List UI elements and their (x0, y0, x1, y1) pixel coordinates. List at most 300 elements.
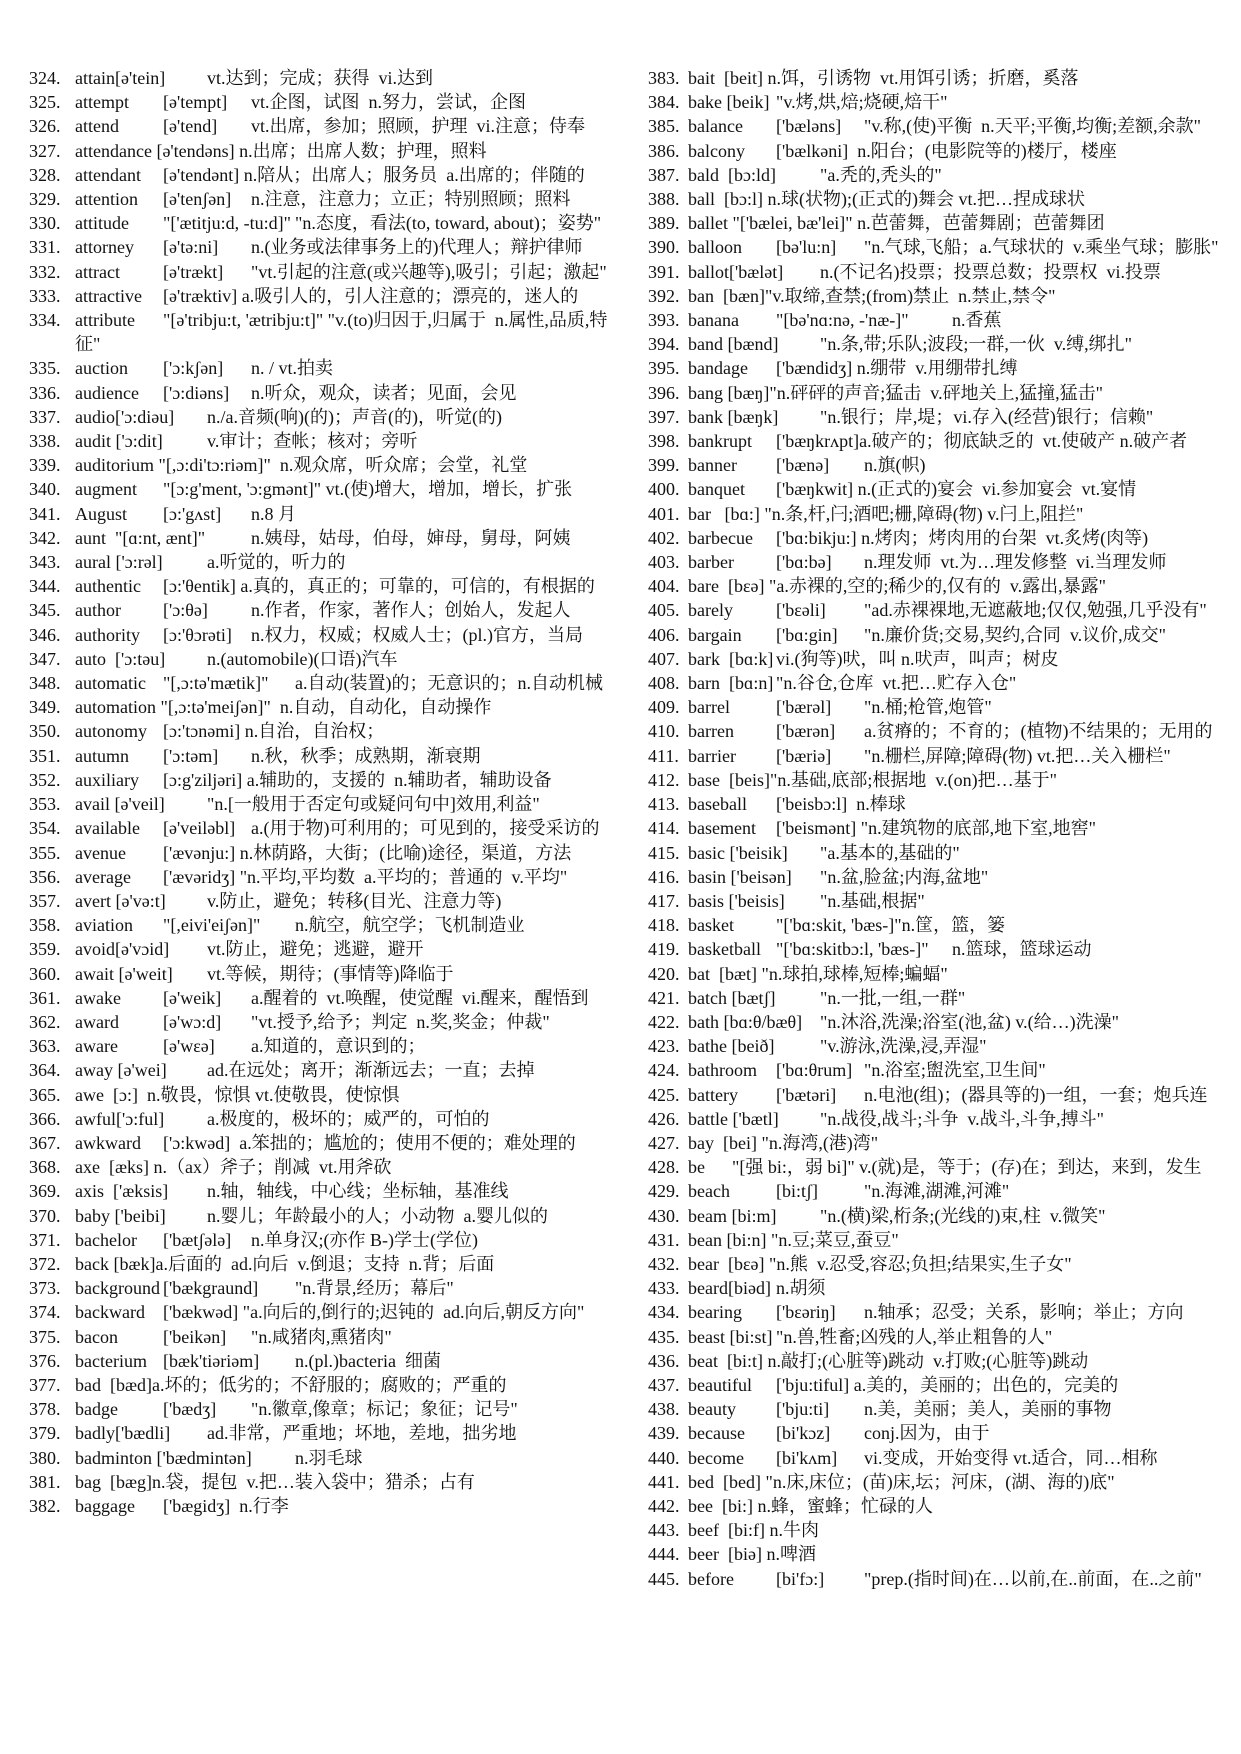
entry-number: 403. (648, 552, 680, 573)
vocab-entry (618, 574, 1241, 598)
entry-text: attribute "[ə'tribju:t, 'ætribju:t]" "v.(to)归因于,归属于 n.属性,品质,特征" (75, 310, 608, 355)
vocab-entry (618, 1567, 1241, 1591)
vocab-entry (618, 1542, 1241, 1566)
entry-number: 335. (29, 358, 61, 379)
entry-text: attend [ə'tend] vt.出席，参加；照顾，护理 vi.注意；侍奉 (75, 116, 586, 137)
vocab-entry (618, 744, 1241, 768)
vocab-entry (618, 768, 1241, 792)
vocab-entry (618, 477, 1241, 501)
entry-text: bang [bæŋ]"n.砰砰的声音;猛击 v.砰地关上,猛撞,猛击" (688, 382, 1103, 403)
entry-text: auditorium "[,ɔ:di'tɔ:riəm]" n.观众席，听众席；会堂，礼堂 (75, 455, 528, 476)
vocab-entry (0, 671, 620, 695)
vocab-entry (0, 90, 620, 114)
vocab-entry (0, 1276, 620, 1300)
entry-number: 388. (648, 189, 680, 210)
vocab-entry (618, 1107, 1241, 1131)
vocab-entry (618, 1010, 1241, 1034)
vocab-entry (0, 526, 620, 550)
entry-number: 421. (648, 987, 680, 1008)
entry-text: basketball "['bɑ:skitbɔ:l, 'bæs-]" n.篮球，篮球运动 (688, 939, 1092, 960)
vocab-entry (0, 744, 620, 768)
vocab-entry (0, 502, 620, 526)
entry-number: 389. (648, 213, 680, 234)
vocab-entry (618, 526, 1241, 550)
vocab-entry (0, 816, 620, 840)
entry-text: barn [bɑ:n] "n.谷仓,仓库 vt.把…贮存入仓" (688, 673, 1017, 694)
vocab-entry (0, 1421, 620, 1445)
vocab-entry (0, 695, 620, 719)
entry-number: 336. (29, 382, 61, 403)
entry-text: bear [bεə] "n.熊 v.忍受,容忍;负担;结果实,生子女" (688, 1253, 1072, 1274)
entry-text: autumn ['ɔ:təm] n.秋，秋季；成熟期，渐衰期 (75, 745, 481, 766)
entry-text: banquet ['bæŋkwit] n.(正式的)宴会 vi.参加宴会 vt.宴情 (688, 479, 1137, 500)
vocab-entry (0, 1010, 620, 1034)
entry-text: balloon [bə'lu:n] "n.气球,飞船；a.气球状的 v.乘坐气球；膨胀" (688, 237, 1219, 258)
vocab-entry (618, 502, 1241, 526)
vocab-entry (618, 695, 1241, 719)
entry-number: 424. (648, 1060, 680, 1081)
entry-text: attendant [ə'tendənt] n.陪从；出席人；服务员 a.出席的；伴随的 (75, 164, 585, 185)
entry-text: batch [bætʃ] "n.一批,一组,一群" (688, 987, 966, 1008)
entry-text: attract [ə'trækt] "vt.引起的注意(或兴趣等),吸引；引起；激起" (75, 261, 607, 282)
entry-number: 371. (29, 1229, 61, 1250)
entry-number: 366. (29, 1108, 61, 1129)
entry-number: 359. (29, 939, 61, 960)
entry-text: avail [ə'veil] "n.[一般用于否定句或疑问句中]效用,利益" (75, 794, 540, 815)
vocab-entry (618, 381, 1241, 405)
entry-text: awake [ə'weik] a.醒着的 vt.唤醒，使觉醒 vi.醒来，醒悟到 (75, 987, 589, 1008)
vocab-entry (0, 429, 620, 453)
entry-number: 364. (29, 1060, 61, 1081)
vocab-entry (618, 1155, 1241, 1179)
entry-number: 418. (648, 915, 680, 936)
entry-text: bat [bæt] "n.球拍,球棒,短棒;蝙蝠" (688, 963, 948, 984)
entry-text: banner ['bænə] n.旗(帜) (688, 455, 926, 476)
entry-text: awe [ɔ:] n.敬畏，惊惧 vt.使敬畏，使惊惧 (75, 1084, 400, 1105)
entry-number: 431. (648, 1229, 680, 1250)
entry-text: available [ə'veiləbl] a.(用于物)可利用的；可见到的，接受采访的 (75, 818, 600, 839)
entry-text: become [bi'kʌm] vi.变成，开始变得 vt.适合，同…相称 (688, 1447, 1158, 1468)
entry-text: ballot['bælət] n.(不记名)投票；投票总数；投票权 vi.投票 (688, 261, 1161, 282)
entry-number: 417. (648, 890, 680, 911)
vocab-entry (0, 937, 620, 961)
entry-number: 368. (29, 1157, 61, 1178)
entry-text: bag [bæg]n.袋，提包 v.把…装入袋中；猎杀；占有 (75, 1471, 475, 1492)
entry-text: autonomy [ɔ:'tɔnəmi] n.自治，自治权； (75, 721, 385, 742)
entry-number: 410. (648, 721, 680, 742)
entry-text: attractive [ə'træktiv] a.吸引人的，引人注意的；漂亮的，迷人的 (75, 285, 579, 306)
entry-number: 356. (29, 866, 61, 887)
entry-text: basket "['bɑ:skit, 'bæs-]"n.筐，篮，篓 (688, 915, 1006, 936)
vocab-entry (0, 163, 620, 187)
entry-text: beam [bi:m] "n.(横)梁,桁条;(光线的)束,柱 v.微笑" (688, 1205, 1106, 1226)
entry-text: basic ['beisik] "a.基本的,基础的" (688, 842, 960, 863)
entry-number: 433. (648, 1278, 680, 1299)
entry-text: bearing ['bεəriŋ] n.轴承；忍受；关系，影响；举止；方向 (688, 1302, 1184, 1323)
entry-number: 337. (29, 406, 61, 427)
vocab-entry (0, 405, 620, 429)
vocab-entry (618, 235, 1241, 259)
vocab-entry (0, 962, 620, 986)
entry-text: August [ɔ:'gʌst] n.8 月 (75, 503, 296, 524)
entry-text: bee [bi:] n.蜂，蜜蜂；忙碌的人 (688, 1495, 933, 1516)
vocab-entry (618, 937, 1241, 961)
vocab-entry (0, 260, 620, 284)
entry-number: 386. (648, 140, 680, 161)
entry-number: 422. (648, 1011, 680, 1032)
entry-number: 375. (29, 1326, 61, 1347)
vocab-entry (618, 1421, 1241, 1445)
entry-text: auxiliary [ɔ:g'ziljəri] a.辅助的，支援的 n.辅助者，辅助设备 (75, 769, 552, 790)
entry-text: bad [bæd]a.坏的；低劣的；不舒服的；腐败的；严重的 (75, 1374, 507, 1395)
vocab-entry (0, 1446, 620, 1470)
entry-text: ball [bɔ:l] n.球(状物);(正式的)舞会 vt.把…捏成球状 (688, 189, 1085, 210)
entry-number: 405. (648, 600, 680, 621)
entry-number: 438. (648, 1399, 680, 1420)
entry-text: beer [biə] n.啤酒 (688, 1544, 816, 1565)
entry-text: band [bænd] "n.条,带;乐队;波段;一群,一伙 v.缚,绑扎" (688, 334, 1133, 355)
vocab-entry (618, 792, 1241, 816)
vocab-entry (618, 1373, 1241, 1397)
entry-number: 445. (648, 1568, 680, 1589)
entry-number: 444. (648, 1544, 680, 1565)
entry-number: 415. (648, 842, 680, 863)
vocab-entry (618, 66, 1241, 90)
vocab-entry (618, 1349, 1241, 1373)
entry-text: auction ['ɔ:kʃən] n. / vt.拍卖 (75, 358, 334, 379)
vocab-entry (618, 1204, 1241, 1228)
vocab-entry (0, 1325, 620, 1349)
entry-number: 429. (648, 1181, 680, 1202)
vocab-entry (618, 1083, 1241, 1107)
vocab-entry (0, 623, 620, 647)
entry-number: 367. (29, 1132, 61, 1153)
entry-number: 436. (648, 1350, 680, 1371)
entry-number: 387. (648, 164, 680, 185)
vocab-entry (618, 1325, 1241, 1349)
entry-number: 361. (29, 987, 61, 1008)
entry-number: 428. (648, 1157, 680, 1178)
vocab-entry (0, 768, 620, 792)
vocab-entry (0, 1494, 620, 1518)
entry-number: 426. (648, 1108, 680, 1129)
entry-number: 345. (29, 600, 61, 621)
vocab-entry (618, 623, 1241, 647)
vocab-entry (618, 308, 1241, 332)
entry-text: bathe [beið] "v.游泳,洗澡,浸,弄湿" (688, 1036, 987, 1057)
entry-number: 414. (648, 818, 680, 839)
entry-text: beast [bi:st] "n.兽,牲畜;凶残的人,举止粗鲁的人" (688, 1326, 1053, 1347)
vocab-entry (618, 90, 1241, 114)
entry-number: 357. (29, 890, 61, 911)
entry-text: attitude "['ætitju:d, -tu:d]" "n.态度，看法(to, toward, about)；姿势" (75, 213, 602, 234)
entry-text: ballet "['bælei, bæ'lei]" n.芭蕾舞，芭蕾舞剧；芭蕾舞团 (688, 213, 1105, 234)
vocab-entry (0, 66, 620, 90)
vocabulary-column-right (618, 66, 1241, 1591)
entry-text: baby ['beibi] n.婴儿；年龄最小的人；小动物 a.婴儿似的 (75, 1205, 548, 1226)
entry-number: 374. (29, 1302, 61, 1323)
vocab-entry (618, 1397, 1241, 1421)
entry-number: 391. (648, 261, 680, 282)
vocab-entry (618, 356, 1241, 380)
entry-number: 343. (29, 552, 61, 573)
entry-text: balcony ['bælkəni] n.阳台；(电影院等的)楼厅，楼座 (688, 140, 1117, 161)
entry-text: aware [ə'wεə] a.知道的，意识到的； (75, 1036, 426, 1057)
vocab-entry (618, 114, 1241, 138)
entry-text: bald [bɔ:ld] "a.秃的,秃头的" (688, 164, 942, 185)
entry-text: bathroom ['bɑ:θrum] "n.浴室;盥洗室,卫生间" (688, 1060, 1046, 1081)
vocab-entry (618, 139, 1241, 163)
vocab-entry (618, 1058, 1241, 1082)
vocab-entry (618, 986, 1241, 1010)
entry-number: 390. (648, 237, 680, 258)
entry-text: attendance [ə'tendəns] n.出席；出席人数；护理，照料 (75, 140, 487, 161)
vocab-entry (0, 211, 620, 235)
vocab-entry (618, 1276, 1241, 1300)
vocab-entry (618, 550, 1241, 574)
entry-number: 379. (29, 1423, 61, 1444)
vocab-entry (618, 1252, 1241, 1276)
entry-number: 347. (29, 648, 61, 669)
entry-text: bargain ['bɑ:gin] "n.廉价货;交易,契约,合同 v.议价,成交" (688, 624, 1167, 645)
vocab-entry (618, 841, 1241, 865)
entry-text: balance ['bæləns] "v.称,(使)平衡 n.天平;平衡,均衡;差额,余款" (688, 116, 1202, 137)
entry-text: away [ə'wei] ad.在远处；离开；渐渐远去；一直；去掉 (75, 1060, 535, 1081)
entry-text: beat [bi:t] n.敲打;(心脏等)跳动 v.打败;(心脏等)跳动 (688, 1350, 1089, 1371)
entry-text: background ['bækgraund] "n.背景,经历；幕后" (75, 1278, 454, 1299)
entry-number: 393. (648, 310, 680, 331)
entry-number: 420. (648, 963, 680, 984)
vocab-entry (0, 1034, 620, 1058)
vocab-entry (618, 816, 1241, 840)
vocab-entry (0, 356, 620, 380)
entry-number: 326. (29, 116, 61, 137)
entry-text: badge ['bædʒ] "n.徽章,像章；标记；象征；记号" (75, 1399, 518, 1420)
entry-text: aviation "[,eivi'eiʃən]" n.航空，航空学；飞机制造业 (75, 915, 525, 936)
entry-number: 362. (29, 1011, 61, 1032)
vocab-entry (0, 986, 620, 1010)
entry-text: bait [beit] n.饵，引诱物 vt.用饵引诱；折磨，奚落 (688, 68, 1079, 88)
entry-number: 430. (648, 1205, 680, 1226)
entry-text: avert [ə'və:t] v.防止，避免；转移(目光、注意力等) (75, 890, 502, 911)
entry-number: 370. (29, 1205, 61, 1226)
entry-text: basin ['beisən] "n.盆,脸盆;内海,盆地" (688, 866, 989, 887)
entry-number: 338. (29, 431, 61, 452)
entry-text: baseball ['beisbɔ:l] n.棒球 (688, 794, 906, 815)
vocab-entry (0, 719, 620, 743)
entry-number: 406. (648, 624, 680, 645)
vocab-entry (0, 284, 620, 308)
vocab-entry (0, 1373, 620, 1397)
vocab-entry (618, 332, 1241, 356)
entry-number: 332. (29, 261, 61, 282)
vocab-entry (0, 598, 620, 622)
entry-number: 397. (648, 406, 680, 427)
entry-text: bay [bei] "n.海湾,(港)湾" (688, 1132, 879, 1153)
entry-number: 439. (648, 1423, 680, 1444)
vocab-entry (618, 1494, 1241, 1518)
entry-number: 349. (29, 697, 61, 718)
entry-text: aural ['ɔ:rəl] a.听觉的，听力的 (75, 552, 346, 573)
entry-text: avoid[ə'vɔid] vt.防止，避免；逃避，避开 (75, 939, 424, 960)
entry-number: 425. (648, 1084, 680, 1105)
entry-number: 384. (648, 92, 680, 113)
entry-text: barren ['bærən] a.贫瘠的；不育的；(植物)不结果的；无用的 (688, 721, 1213, 742)
entry-text: before [bi'fɔ:] "prep.(指时间)在…以前,在..前面，在..之前" (688, 1568, 1202, 1589)
vocab-entry (618, 260, 1241, 284)
entry-number: 372. (29, 1253, 61, 1274)
entry-number: 401. (648, 503, 680, 524)
entry-number: 396. (648, 382, 680, 403)
entry-text: barrel ['bærəl] "n.桶;枪管,炮管" (688, 697, 992, 718)
vocab-entry (0, 235, 620, 259)
vocab-entry (0, 381, 620, 405)
entry-number: 373. (29, 1278, 61, 1299)
entry-text: bachelor ['bætʃələ] n.单身汉;(亦作 B-)学士(学位) (75, 1229, 478, 1250)
vocab-entry (618, 163, 1241, 187)
entry-text: beard[biəd] n.胡须 (688, 1278, 826, 1299)
entry-number: 383. (648, 68, 680, 88)
entry-number: 441. (648, 1471, 680, 1492)
entry-number: 443. (648, 1520, 680, 1541)
entry-text: baggage ['bægidʒ] n.行李 (75, 1495, 289, 1516)
entry-text: average ['ævəridʒ] "n.平均,平均数 a.平均的；普通的 v.平均" (75, 866, 568, 887)
entry-number: 440. (648, 1447, 680, 1468)
entry-number: 413. (648, 794, 680, 815)
entry-text: bare [bεə] "a.赤裸的,空的;稀少的,仅有的 v.露出,暴露" (688, 576, 1107, 597)
entry-text: badminton ['bædmintən] n.羽毛球 (75, 1447, 363, 1468)
entry-text: axe [æks] n.（ax）斧子；削减 vt.用斧砍 (75, 1157, 392, 1178)
vocab-entry (0, 792, 620, 816)
vocab-entry (618, 211, 1241, 235)
entry-text: beautiful ['bju:tiful] a.美的，美丽的；出色的，完美的 (688, 1374, 1119, 1395)
entry-text: bank [bæŋk] "n.银行；岸,堤；vi.存入(经营)银行；信赖" (688, 406, 1154, 427)
vocab-entry (0, 1252, 620, 1276)
entry-number: 360. (29, 963, 61, 984)
entry-number: 419. (648, 939, 680, 960)
entry-text: beef [bi:f] n.牛肉 (688, 1520, 819, 1541)
vocab-entry (0, 1131, 620, 1155)
vocab-entry (0, 1349, 620, 1373)
entry-number: 355. (29, 842, 61, 863)
vocab-entry (0, 550, 620, 574)
entry-text: attention [ə'tenʃən] n.注意，注意力；立正；特别照顾；照料 (75, 189, 571, 210)
vocab-entry (0, 139, 620, 163)
entry-number: 377. (29, 1374, 61, 1395)
entry-number: 340. (29, 479, 61, 500)
entry-text: awkward ['ɔ:kwəd] a.笨拙的；尴尬的；使用不便的；难处理的 (75, 1132, 576, 1153)
entry-number: 427. (648, 1132, 680, 1153)
entry-text: attorney [ə'tə:ni] n.(业务或法律事务上的)代理人；辩护律师 (75, 237, 583, 258)
entry-number: 344. (29, 576, 61, 597)
entry-number: 363. (29, 1036, 61, 1057)
entry-number: 324. (29, 68, 61, 88)
entry-number: 333. (29, 285, 61, 306)
vocab-entry (618, 1034, 1241, 1058)
vocab-entry (0, 477, 620, 501)
entry-number: 437. (648, 1374, 680, 1395)
vocab-entry (0, 1107, 620, 1131)
vocab-entry (618, 284, 1241, 308)
entry-text: authority [ɔ:'θɔrəti] n.权力，权威；权威人士；(pl.)官方，当局 (75, 624, 583, 645)
entry-number: 411. (648, 745, 679, 766)
entry-text: aunt "[ɑ:nt, ænt]" n.姨母，姑母，伯母，婶母，舅母，阿姨 (75, 527, 571, 548)
entry-text: beach [bi:tʃ] "n.海滩,湖滩,河滩" (688, 1181, 1010, 1202)
entry-text: await [ə'weit] vt.等候，期待；(事情等)降临于 (75, 963, 454, 984)
entry-number: 346. (29, 624, 61, 645)
entry-number: 342. (29, 527, 61, 548)
vocab-entry (618, 598, 1241, 622)
vocab-entry (0, 1155, 620, 1179)
entry-number: 381. (29, 1471, 61, 1492)
vocab-entry (618, 962, 1241, 986)
entry-number: 435. (648, 1326, 680, 1347)
entry-number: 352. (29, 769, 61, 790)
entry-text: bake [beik] "v.烤,烘,焙;烧硬,焙干" (688, 92, 948, 113)
vocab-entry (618, 1518, 1241, 1542)
entry-number: 341. (29, 503, 61, 524)
vocab-entry (618, 429, 1241, 453)
entry-text: barbecue ['bɑ:bikju:] n.烤肉；烤肉用的台架 vt.炙烤(肉等) (688, 527, 1149, 548)
entry-text: bean [bi:n] "n.豆;菜豆,蚕豆" (688, 1229, 899, 1250)
entry-number: 423. (648, 1036, 680, 1057)
entry-text: attempt [ə'tempt] vt.企图，试图 n.努力，尝试，企图 (75, 92, 526, 113)
entry-text: bar [bɑ:] "n.条,杆,闩;酒吧;栅,障碍(物) v.闩上,阻拦" (688, 503, 1084, 524)
entry-text: award [ə'wɔ:d] "vt.授予,给予；判定 n.奖,奖金；仲裁" (75, 1011, 550, 1032)
entry-number: 358. (29, 915, 61, 936)
vocab-entry (0, 889, 620, 913)
entry-text: automatic "[,ɔ:tə'mætik]" a.自动(装置)的；无意识的；n.自动机械 (75, 673, 603, 694)
entry-number: 398. (648, 431, 680, 452)
entry-text: barrier ['bæriə] "n.栅栏,屏障;障碍(物) vt.把…关入栅栏" (688, 745, 1171, 766)
entry-text: awful['ɔ:ful] a.极度的，极坏的；威严的，可怕的 (75, 1108, 490, 1129)
entry-number: 399. (648, 455, 680, 476)
entry-number: 412. (648, 769, 680, 790)
entry-number: 378. (29, 1399, 61, 1420)
entry-number: 327. (29, 140, 61, 161)
entry-text: axis ['æksis] n.轴，轴线，中心线；坐标轴，基准线 (75, 1181, 509, 1202)
vocab-entry (0, 1397, 620, 1421)
vocab-entry (618, 405, 1241, 429)
entry-text: battle ['bætl] "n.战役,战斗;斗争 v.战斗,斗争,搏斗" (688, 1108, 1105, 1129)
entry-number: 353. (29, 794, 61, 815)
entry-number: 369. (29, 1181, 61, 1202)
entry-text: bacterium [bæk'tiəriəm] n.(pl.)bacteria 细菌 (75, 1350, 441, 1371)
vocab-entry (0, 1058, 620, 1082)
vocab-entry (0, 1204, 620, 1228)
entry-number: 404. (648, 576, 680, 597)
entry-number: 339. (29, 455, 61, 476)
entry-number: 432. (648, 1253, 680, 1274)
entry-number: 416. (648, 866, 680, 887)
vocab-entry (0, 841, 620, 865)
vocab-entry (0, 1470, 620, 1494)
entry-text: bath [bɑ:θ/bæθ] "n.沐浴,洗澡;浴室(池,盆) v.(给…)洗澡" (688, 1011, 1120, 1032)
entry-number: 329. (29, 189, 61, 210)
vocab-entry (0, 865, 620, 889)
entry-number: 376. (29, 1350, 61, 1371)
entry-number: 385. (648, 116, 680, 137)
entry-text: bacon ['beikən] "n.咸猪肉,熏猪肉" (75, 1326, 392, 1347)
entry-text: bark [bɑ:k] vi.(狗等)吠，叫 n.吠声，叫声；树皮 (688, 648, 1059, 669)
entry-text: because [bi'kɔz] conj.因为，由于 (688, 1423, 990, 1444)
entry-text: banana "[bə'nɑ:nə, -'næ-]" n.香蕉 (688, 310, 1002, 331)
vocab-entry (0, 1228, 620, 1252)
entry-number: 350. (29, 721, 61, 742)
entry-text: be "[强 bi:，弱 bi]" v.(就)是，等于；(存)在；到达，来到，发生 (688, 1157, 1202, 1178)
entry-number: 380. (29, 1447, 61, 1468)
vocab-entry (0, 1083, 620, 1107)
